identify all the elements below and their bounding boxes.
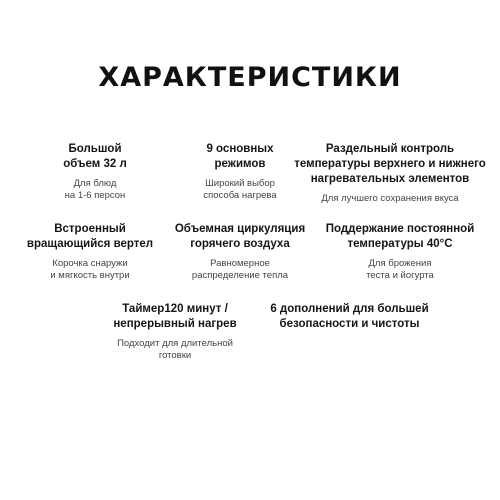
feature-accessories [262, 302, 437, 332]
feature-description: Равномерное распределение тепла [191, 258, 289, 281]
feature-separate-control [290, 142, 490, 205]
feature-heading: 6 дополнений для большей безопасности и чистоты [270, 303, 429, 330]
feature-timer [95, 302, 255, 362]
feature-description: Для блюд на 1-6 персон [64, 178, 126, 201]
feature-description: Корочка снаружи и мягкость внутри [50, 258, 130, 281]
feature-heading: Большой объем 32 л [63, 143, 127, 170]
feature-convection [150, 222, 330, 282]
feature-heading: 9 основных режимов [206, 143, 274, 170]
feature-rotisserie [15, 222, 165, 282]
feature-description: Широкий выбор способа нагрева [203, 178, 277, 201]
feature-heading: Объемная циркуляция горячего воздуха [174, 223, 306, 250]
feature-capacity [20, 142, 170, 202]
page-title: ХАРАКТЕРИСТИКИ [98, 62, 402, 93]
feature-description: Для брожения теста и йогурта [366, 258, 434, 281]
feature-heading: Раздельный контроль температуры верхнего и нижнего нагревательных элементов [294, 143, 486, 185]
feature-description: Подходит для длительной готовки [117, 338, 233, 361]
feature-heading: Встроенный вращающийся вертел [26, 223, 154, 250]
feature-heading: Поддержание постоянной температуры 40°С [325, 223, 475, 250]
feature-constant-temp [315, 222, 485, 282]
feature-description: Для лучшего сохранения вкуса [321, 193, 459, 204]
feature-heading: Таймер120 минут / непрерывный нагрев [113, 303, 237, 330]
